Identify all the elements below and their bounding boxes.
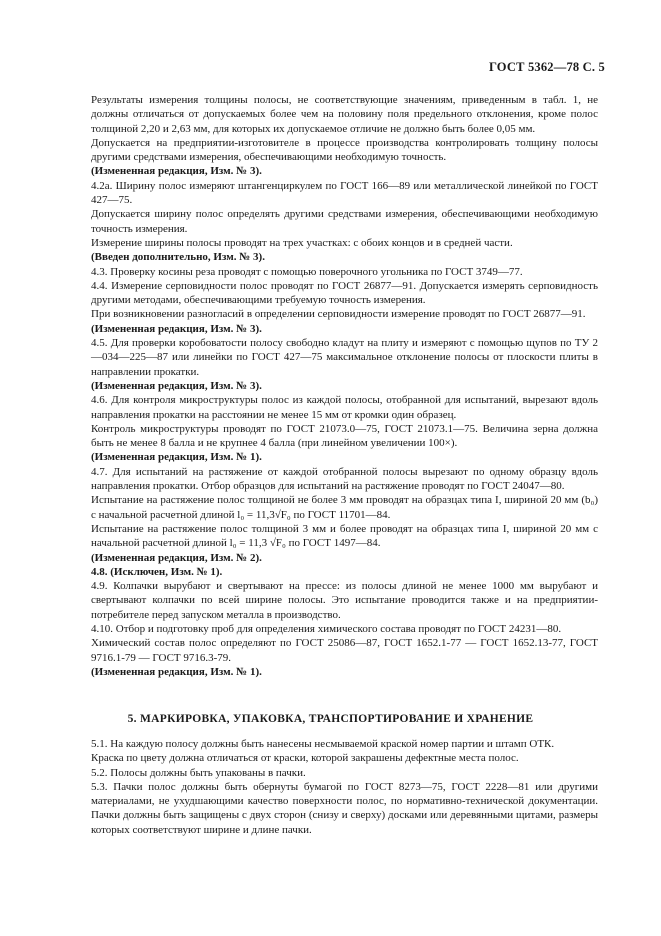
paragraph: 4.3. Проверку косины реза проводят с помощью поверочного угольника по ГОСТ 3749—77.: [91, 265, 523, 278]
paragraph: 4.10. Отбор и подготовку проб для определения химического состава проводят по ГОСТ 24231—80.: [91, 622, 562, 635]
paragraph: 4.9. Колпачки вырубают и свертывают на прессе: из полосы длиной не менее 1000 мм вырубают и свертывают колпачки по всей ширине полосы. Это испытание проводится также и на предприятии-потребителе перед запуском металла в производство.: [91, 580, 598, 621]
section-paragraph: 5.2. Полосы должны быть упакованы в пачки.: [91, 766, 306, 779]
paragraph: Результаты измерения толщины полосы, не соответствующие значениям, приведенным в табл. 1, не должны отличаться от допускаемых более чем на половину поля предельного отклонения, кроме полос толщиной 2,20 и 2,63 мм, для которых их допускаемое отличие не должно быть более 0,05 мм.: [91, 94, 598, 135]
paragraph: Контроль микроструктуры проводят по ГОСТ 21073.0—75, ГОСТ 21073.1—75. Величина зерна должна быть не менее 8 балла и не крупнее 4 балла (при линейном увеличении 100×).: [91, 422, 598, 450]
amendment-note: 4.8. (Исключен, Изм. № 1).: [91, 565, 223, 578]
section-paragraph: 5.3. Пачки полос должны быть обернуты бумагой по ГОСТ 8273—75, ГОСТ 2228—81 или другими материалами, не ухудшающими качество поверхности полос, по нормативно-технической документации. Пачки должны быть защищены с двух сторон (снизу и сверху) досками или деревянными щитами, размеры которых соответствуют ширине и длине пачки.: [91, 780, 598, 836]
section-paragraph: Краска по цвету должна отличаться от краски, которой закрашены дефектные места полос.: [91, 752, 519, 765]
paragraph: 4.6. Для контроля микроструктуры полос из каждой полосы, отобранной для испытаний, вырезают вдоль направления прокатки на расстоянии не менее 15 мм от кромки один образец.: [91, 394, 598, 421]
page-header: ГОСТ 5362—78 С. 5: [488, 60, 605, 74]
paragraph: 4.7. Для испытаний на растяжение от каждой отобранной полосы вырезают по одному образцу вдоль направления прокатки. Отбор образцов для испытаний на растяжение проводят по ГОСТ 24047—80.: [91, 465, 598, 493]
paragraph: Испытание на растяжение полос толщиной не более 3 мм проводят на образцах типа I, шириной 20 мм (b₀) с начальной расчетной длиной l₀ = 11,3√F₀ по ГОСТ 11701—84.: [91, 494, 598, 521]
amendment-note: (Измененная редакция, Изм. № 3).: [91, 379, 262, 392]
amendment-note: (Измененная редакция, Изм. № 3).: [91, 322, 262, 335]
paragraph: При возникновении разногласий в определении серповидности измерение проводят по ГОСТ 26877—91.: [91, 308, 586, 321]
paragraph: Измерение ширины полосы проводят на трех участках: с обоих концов и в средней части.: [91, 236, 513, 249]
main-text: [91, 93, 598, 679]
paragraph: 4.2а. Ширину полос измеряют штангенциркулем по ГОСТ 166—89 или металлической линейкой по ГОСТ 427—75.: [91, 179, 598, 207]
amendment-note: (Измененная редакция, Изм. № 2).: [91, 551, 262, 564]
paragraph: Допускается ширину полос определять другими средствами измерения, обеспечивающими необходимую точность измерения.: [91, 208, 598, 235]
section-paragraph: 5.1. На каждую полосу должны быть нанесены несмываемой краской номер партии и штамп ОТК.: [91, 738, 555, 750]
section-title: 5. МАРКИРОВКА, УПАКОВКА, ТРАНСПОРТИРОВАНИЕ И ХРАНЕНИЕ: [127, 713, 534, 725]
paragraph: 4.4. Измерение серповидности полос проводят по ГОСТ 26877—91. Допускается измерять серповидность другими методами, обеспечивающими требуемую точность измерения.: [91, 279, 598, 307]
amendment-note: (Введен дополнительно, Изм. № 3).: [91, 251, 265, 264]
paragraph: 4.5. Для проверки коробоватости полосу свободно кладут на плиту и измеряют с помощью щупов по ТУ 2—034—225—87 или линейки по ГОСТ 427—75 максимальное отклонение полосы от плоскости плиты в направлении прокатки.: [91, 337, 598, 378]
amendment-note: (Измененная редакция, Изм. № 1).: [91, 451, 262, 464]
section-text: [91, 737, 598, 837]
amendment-note: (Измененная редакция, Изм. № 1).: [91, 665, 262, 678]
paragraph: Испытание на растяжение полос толщиной 3 мм и более проводят на образцах типа I, шириной 20 мм с начальной расчетной длиной l₀ = 11,3 √F₀ по ГОСТ 1497—84.: [91, 522, 598, 550]
paragraph: Химический состав полос определяют по ГОСТ 25086—87, ГОСТ 1652.1-77 — ГОСТ 1652.13-77, ГОСТ 9716.1-79 — ГОСТ 9716.3-79.: [91, 637, 598, 664]
paragraph: Допускается на предприятии-изготовителе в процессе производства контролировать толщину полосы другими средствами измерения, обеспечивающими необходимую точность.: [91, 136, 598, 164]
amendment-note: (Измененная редакция, Изм. № 3).: [91, 165, 262, 178]
